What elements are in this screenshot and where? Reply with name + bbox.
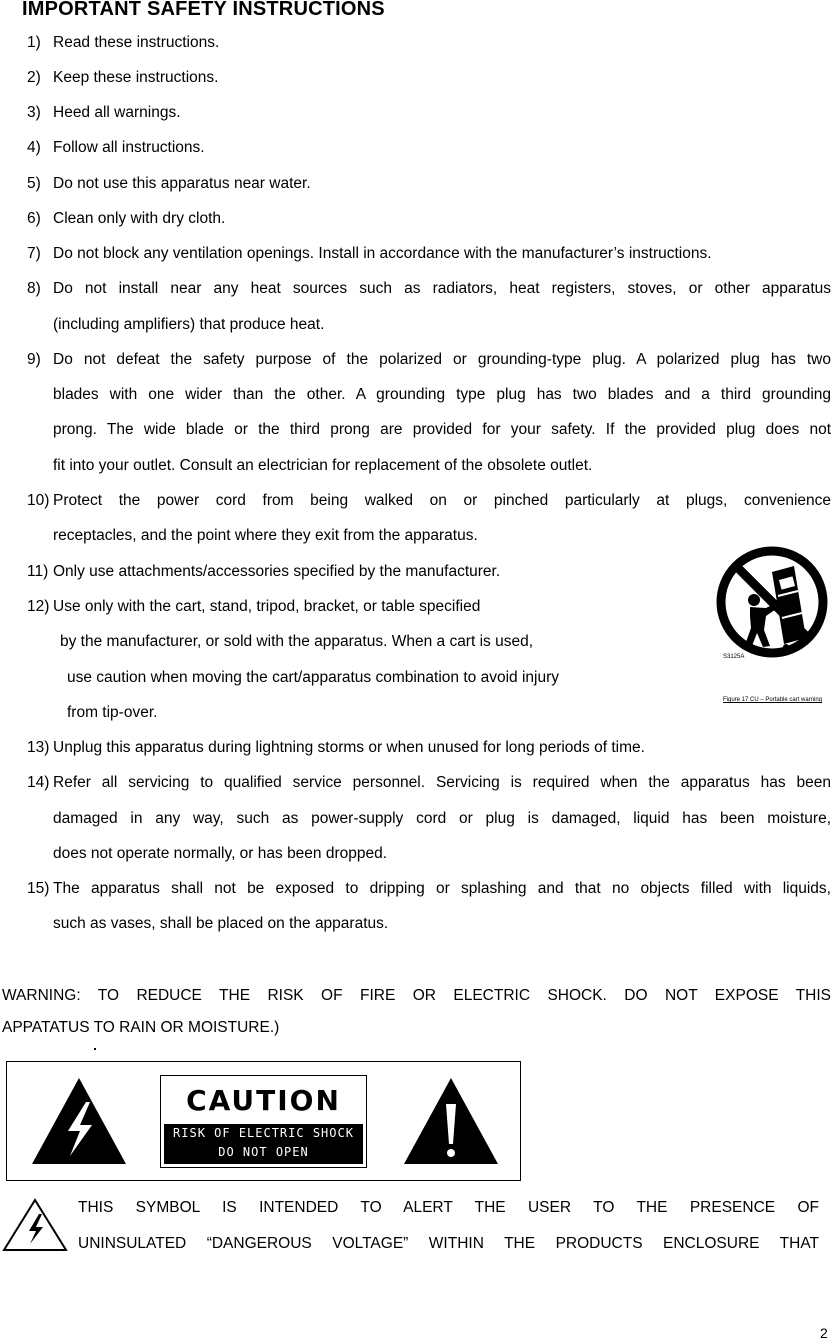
cart-figure-caption: Figure 17 CU – Portable cart warning <box>723 697 823 703</box>
item-text: Unplug this apparatus during lightning storms or when unused for long periods of time. <box>53 739 645 756</box>
warning-line: APPATATUS TO RAIN OR MOISTURE.) <box>2 1019 280 1036</box>
item-text: Do not use this apparatus near water. <box>53 175 311 192</box>
item-text: Read these instructions. <box>53 34 220 51</box>
symbol-note-line: THIS SYMBOL IS INTENDED TO ALERT THE USER TO THE PRESENCE OF <box>78 1199 819 1216</box>
item-number: 14) <box>27 774 50 791</box>
item-text: Do not block any ventilation openings. Install in accordance with the manufacturer’s instructions. <box>53 245 712 262</box>
caution-bar <box>164 1124 363 1164</box>
item-number: 3) <box>27 104 41 121</box>
item-text: Refer all servicing to qualified service personnel. Servicing is required when the apparatus has been <box>53 774 831 791</box>
cart-figure-code: S3125A <box>723 654 745 660</box>
caution-line: DO NOT OPEN <box>218 1145 309 1159</box>
item-number: 6) <box>27 210 41 227</box>
item-text: does not operate normally, or has been dropped. <box>53 845 388 862</box>
item-number: 4) <box>27 139 41 156</box>
list-item-continuation: from tip-over. <box>67 704 158 721</box>
item-text: Do not defeat the safety purpose of the polarized or grounding-type plug. A polarized plug has two <box>53 351 831 368</box>
item-text: Do not install near any heat sources such as radiators, heat registers, stoves, or other apparatus <box>53 280 831 297</box>
item-number: 5) <box>27 175 41 192</box>
item-text: Use only with the cart, stand, tripod, bracket, or table specified <box>53 598 481 615</box>
caution-label <box>160 1075 367 1168</box>
warning-line: WARNING: TO REDUCE THE RISK OF FIRE OR ELECTRIC SHOCK. DO NOT EXPOSE THIS <box>2 987 831 1004</box>
item-text: Heed all warnings. <box>53 104 181 121</box>
page-title: IMPORTANT SAFETY INSTRUCTIONS <box>22 0 385 20</box>
item-text: Protect the power cord from being walked on or pinched particularly at plugs, convenience <box>53 492 831 509</box>
item-text: such as vases, shall be placed on the apparatus. <box>53 915 389 932</box>
list-item-continuation: by the manufacturer, or sold with the apparatus. When a cart is used, <box>60 633 533 650</box>
lightning-triangle-outline-icon <box>2 1198 68 1252</box>
list-item-continuation: use caution when moving the cart/apparatus combination to avoid injury <box>67 669 559 686</box>
cart-tipover-warning-icon <box>714 546 830 658</box>
item-number: 1) <box>27 34 41 51</box>
item-number: 10) <box>27 492 50 509</box>
item-number: 11) <box>27 563 49 580</box>
page-number: 2 <box>820 1325 828 1341</box>
item-text: (including amplifiers) that produce heat. <box>53 316 325 333</box>
caution-word: CAUTION <box>186 1084 341 1117</box>
item-number: 9) <box>27 351 41 368</box>
item-text: blades with one wider than the other. A grounding type plug has two blades and a third grounding <box>53 386 831 403</box>
caution-line: RISK OF ELECTRIC SHOCK <box>173 1126 354 1140</box>
speck <box>94 1048 96 1050</box>
item-text: fit into your outlet. Consult an electrician for replacement of the obsolete outlet. <box>53 457 593 474</box>
item-text: Clean only with dry cloth. <box>53 210 226 227</box>
item-number: 13) <box>27 739 50 756</box>
item-number: 7) <box>27 245 41 262</box>
item-text: damaged in any way, such as power-supply cord or plug is damaged, liquid has been moisture, <box>53 810 831 827</box>
item-text: Keep these instructions. <box>53 69 219 86</box>
symbol-note-line: UNINSULATED “DANGEROUS VOLTAGE” WITHIN THE PRODUCTS ENCLOSURE THAT <box>78 1235 819 1252</box>
item-number: 8) <box>27 280 41 297</box>
item-number: 12) <box>27 598 50 615</box>
item-text: Only use attachments/accessories specified by the manufacturer. <box>53 563 501 580</box>
item-number: 15) <box>27 880 50 897</box>
exclamation-triangle-icon <box>402 1076 500 1166</box>
electric-shock-triangle-icon <box>30 1076 128 1166</box>
item-text: receptacles, and the point where they exit from the apparatus. <box>53 527 478 544</box>
item-text: Follow all instructions. <box>53 139 205 156</box>
item-text: The apparatus shall not be exposed to dripping or splashing and that no objects filled with liquids, <box>53 880 831 897</box>
item-text: prong. The wide blade or the third prong are provided for your safety. If the provided plug does not <box>53 421 831 438</box>
item-number: 2) <box>27 69 41 86</box>
warning-text <box>2 980 831 1044</box>
